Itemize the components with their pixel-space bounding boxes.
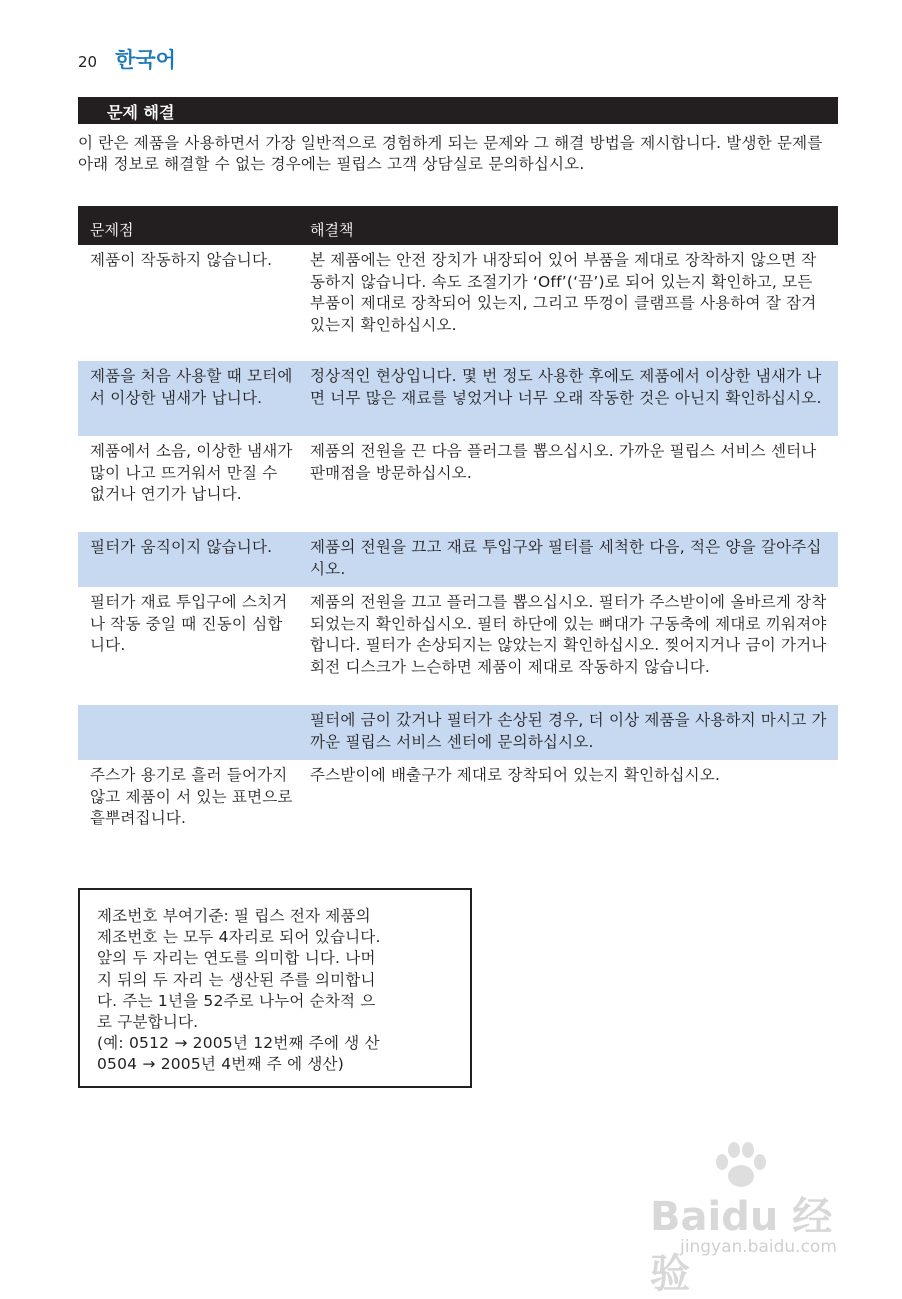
problem-cell: 제품이 작동하지 않습니다. [90, 251, 273, 269]
note-line: 0504 → 2005년 4번째 주 에 생산) [97, 1055, 344, 1074]
solution-cell: 제품의 전원을 끈 다음 플러그를 뽑으십시오. 가까운 필립스 서비스 센터나 판매점을 방문하십시오. [310, 442, 817, 482]
problem-cell: 제품에서 소음, 이상한 냄새가 많이 나고 뜨거워서 만질 수 없거나 연기가 납니다. [90, 442, 293, 503]
table-row [78, 705, 838, 760]
problem-cell: 제품을 처음 사용할 때 모터에서 이상한 냄새가 납니다. [90, 367, 293, 407]
note-line: 로 구분합니다. [97, 1013, 199, 1032]
note-text [97, 906, 462, 1076]
solution-cell: 주스받이에 배출구가 제대로 장착되어 있는지 확인하십시오. [310, 766, 721, 784]
note-line: 앞의 두 자리는 연도를 의미합 니다. 나머 [97, 949, 376, 968]
page-header [78, 44, 176, 74]
table-row [78, 532, 838, 587]
watermark-logo: Baidu 经验 [650, 1194, 833, 1297]
table-row [78, 760, 838, 856]
watermark-url: jingyan.baidu.com [680, 1237, 837, 1257]
solution-cell: 필터에 금이 갔거나 필터가 손상된 경우, 더 이상 제품을 사용하지 마시고 가까운 필립스 서비스 센터에 문의하십시오. [310, 711, 827, 751]
problem-cell: 필터가 움직이지 않습니다. [90, 538, 273, 556]
column-header-problem: 문제점 [90, 221, 134, 239]
note-line: 다. 주는 1년을 52주로 나누어 순차적 으 [97, 991, 376, 1010]
language-label: 한국어 [115, 48, 176, 72]
table-header [78, 206, 838, 245]
note-line: 제조번호 부여기준: 필 립스 전자 제품의 [97, 907, 371, 925]
problem-cell: 필터가 재료 투입구에 스치거나 작동 중일 때 진동이 심합니다. [90, 593, 288, 654]
section-title-bar [78, 97, 838, 124]
note-line: 지 뒤의 두 자리 는 생산된 주를 의미합니 [97, 970, 376, 989]
solution-cell: 정상적인 현상입니다. 몇 번 정도 사용한 후에도 제품에서 이상한 냄새가 나면 너무 많은 재료를 넣었거나 너무 오래 작동한 것은 아닌지 확인하십시오. [310, 367, 822, 407]
serial-number-note-box [78, 888, 472, 1088]
paw-icon [710, 1140, 770, 1188]
solution-cell: 본 제품에는 안전 장치가 내장되어 있어 부품을 제대로 장착하지 않으면 작동하지 않습니다. 속도 조절기가 ‘Off’(‘끔’)로 되어 있는지 확인하고, 모든 부품이 제대로 장착되어 있는지, 그리고 뚜껑이 클램프를 사용하여 잘 잠겨 있는지 확인하십시오. [310, 251, 817, 334]
baidu-watermark [640, 1140, 870, 1297]
note-line: (예: 0512 → 2005년 12번째 주에 생 산 [97, 1034, 380, 1053]
table-row [78, 436, 838, 532]
intro-paragraph: 이 란은 제품을 사용하면서 가장 일반적으로 경험하게 되는 문제와 그 해결 방법을 제시합니다. 발생한 문제를 아래 정보로 해결할 수 없는 경우에는 필립스 고객 상담실로 문의하십시오. [78, 134, 823, 173]
problem-cell: 주스가 용기로 흘러 들어가지 않고 제품이 서 있는 표면으로 흩뿌려집니다. [90, 766, 293, 827]
note-line: 제조번호 는 모두 4자리로 되어 있습니다. [97, 928, 381, 947]
table-row [78, 587, 838, 705]
solution-cell: 제품의 전원을 끄고 재료 투입구와 필터를 세척한 다음, 적은 양을 갈아주십시오. [310, 538, 822, 578]
page-number: 20 [78, 53, 98, 71]
table-row [78, 245, 838, 361]
solution-cell: 제품의 전원을 끄고 플러그를 뽑으십시오. 필터가 주스받이에 올바르게 장착되었는지 확인하십시오. 필터 하단에 있는 뼈대가 구동축에 제대로 끼워져야 합니다. 필터가 손상되지는 않았는지 확인하십시오. 찢어지거나 금이 가거나 회전 디스크가 느슨하면 제품이 제대로 작동하지 않습니다. [310, 593, 827, 676]
column-header-solution: 해결책 [310, 221, 354, 239]
section-title: 문제 해결 [107, 103, 175, 122]
table-row [78, 361, 838, 436]
troubleshooting-table [78, 206, 838, 856]
